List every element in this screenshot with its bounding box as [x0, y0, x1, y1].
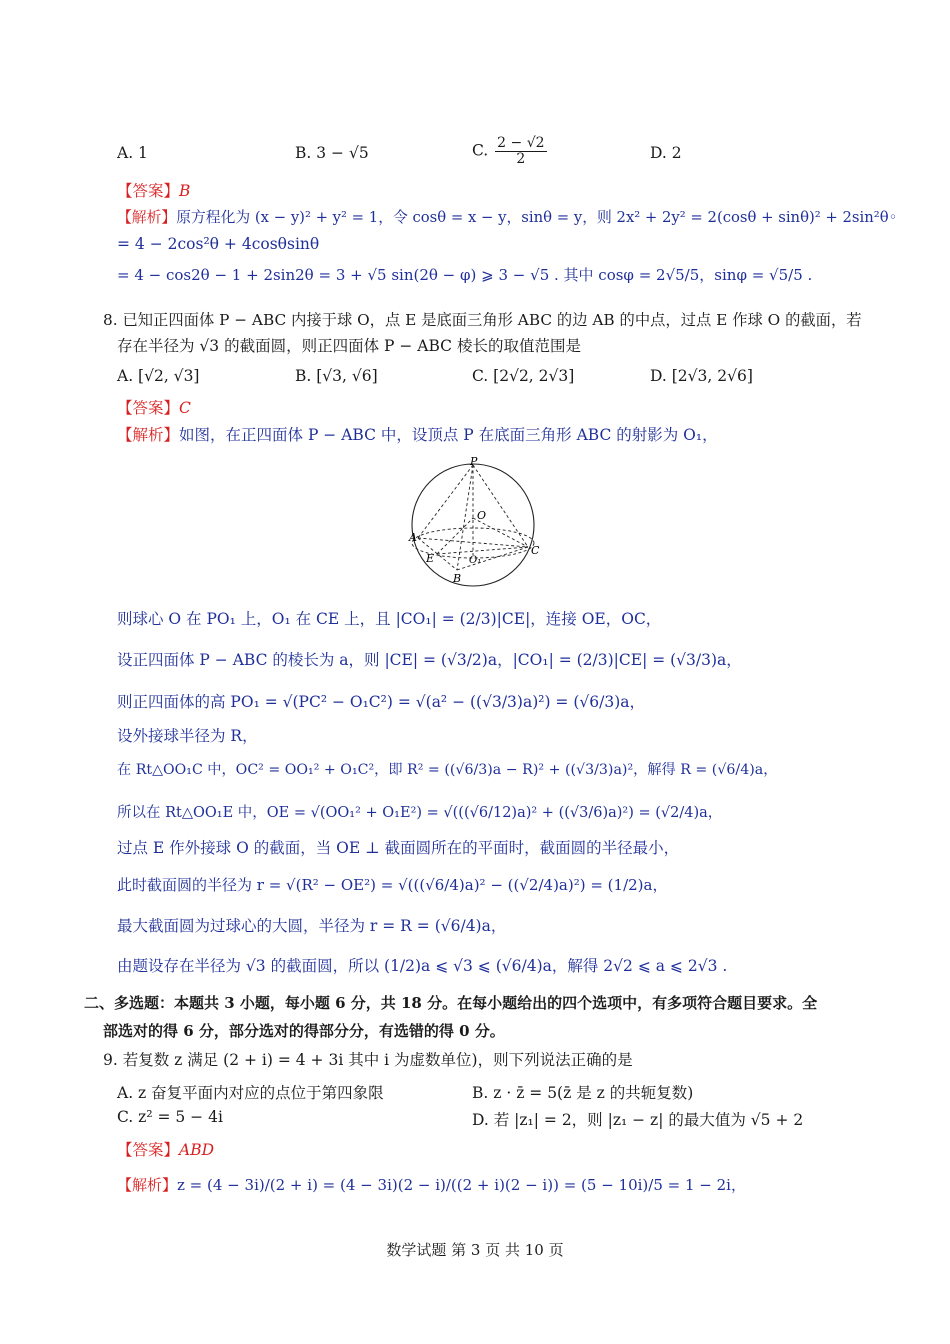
label-c: C — [531, 544, 540, 557]
q7-option-d: D. 2 — [650, 144, 682, 162]
q8-analysis-line-9: 此时截面圆的半径为 r = √(R² − OE²) = √(((√6/4)a)² − ((√2/4)a)²) = (1/2)a， — [117, 876, 668, 894]
q8-analysis-line-4: 则正四面体的高 PO₁ = √(PC² − O₁C²) = √(a² − ((√3/3)a)²) = (√6/3)a， — [117, 693, 645, 711]
q7-option-c-denominator: 2 — [516, 151, 526, 167]
label-a: A — [409, 531, 417, 544]
q9-option-b: B. z · z̄ = 5(z̄ 是 z 的共轭复数) — [472, 1084, 694, 1102]
q9-answer — [117, 1140, 214, 1160]
q8-analysis-line-10: 最大截面圆为过球心的大圆，半径为 r = R = (√6/4)a， — [117, 917, 507, 935]
q8-analysis-line-3: 设正四面体 P − ABC 的棱长为 a，则 |CE| = (√3/2)a，|CO₁| = (2/3)|CE| = (√3/3)a， — [117, 651, 742, 669]
segment-oe — [437, 518, 473, 554]
page-footer: 数学试题 第 3 页 共 10 页 — [386, 1241, 564, 1259]
q8-answer — [117, 398, 191, 418]
q8-analysis-line-5: 设外接球半径为 R， — [117, 727, 258, 745]
q9-answer-value: ABD — [179, 1141, 215, 1159]
edge-pc — [473, 465, 528, 547]
q9-analysis-line-1 — [117, 1175, 746, 1195]
q8-stem-line-1: 8. 已知正四面体 P − ABC 内接于球 O，点 E 是底面三角形 ABC 的边 AB 的中点，过点 E 作球 O 的截面，若 — [103, 311, 862, 329]
q7-answer-tag: 【答案】 — [117, 182, 180, 200]
q7-analysis-tag: 【解析】 — [117, 209, 177, 226]
label-b: B — [453, 572, 462, 585]
q7-option-b: B. 3 − √5 — [295, 144, 369, 162]
q8-option-c: C. [2√2, 2√3] — [472, 367, 575, 385]
label-o: O — [477, 509, 487, 522]
label-e: E — [426, 552, 435, 565]
q9-analysis-text: z = (4 − 3i)/(2 + i) = (4 − 3i)(2 − i)/((2 + i)(2 − i)) = (5 − 10i)/5 = 1 − 2i， — [177, 1176, 746, 1194]
segment-ec — [437, 547, 528, 554]
q8-analysis-line-6: 在 Rt△OO₁C 中，OC² = OO₁² + O₁C²，即 R² = ((√6/3)a − R)² + ((√3/3)a)²，解得 R = (√6/4)a， — [117, 762, 778, 778]
q7-option-c — [472, 136, 549, 167]
q9-answer-tag: 【答案】 — [117, 1141, 180, 1159]
q7-option-a: A. 1 — [117, 144, 148, 162]
q9-analysis-tag: 【解析】 — [117, 1176, 178, 1194]
edge-pa — [418, 465, 473, 538]
q9-option-c: C. z² = 5 − 4i — [117, 1108, 223, 1126]
q8-analysis-line-2: 则球心 O 在 PO₁ 上，O₁ 在 CE 上，且 |CO₁| = (2/3)|CE|，连接 OE，OC， — [117, 610, 662, 628]
section2-heading-line-1: 二、多选题：本题共 3 小题，每小题 6 分，共 18 分。在每小题给出的四个选项中，有多项符合题目要求。全 — [84, 994, 818, 1012]
q8-answer-tag: 【答案】 — [117, 399, 180, 417]
q8-analysis-line-7: 所以在 Rt△OO₁E 中，OE = √(OO₁² + O₁E²) = √(((√6/12)a)² + ((√3/6)a)²) = (√2/4)a， — [117, 805, 723, 821]
segment-oc — [473, 518, 528, 547]
q8-option-a: A. [√2, √3] — [117, 367, 200, 385]
q8-answer-value: C — [179, 399, 191, 417]
q9-option-d: D. 若 |z₁| = 2，则 |z₁ − z| 的最大值为 √5 + 2 — [472, 1111, 804, 1129]
q8-analysis-line-11: 由题设存在半径为 √3 的截面圆，所以 (1/2)a ⩽ √3 ⩽ (√6/4)a，解得 2√2 ⩽ a ⩽ 2√3 . — [117, 957, 728, 975]
q7-analysis-line-1 — [117, 208, 897, 228]
q7-option-c-numerator: 2 − √2 — [497, 135, 545, 151]
q7-answer — [117, 181, 190, 201]
q8-option-d: D. [2√3, 2√6] — [650, 367, 753, 385]
q7-analysis-line-2: = 4 − 2cos²θ + 4cosθsinθ — [117, 235, 320, 253]
q9-stem: 9. 若复数 z 满足 (2 + i) = 4 + 3i 其中 i 为虚数单位)，则下列说法正确的是 — [103, 1051, 633, 1069]
label-o1: O₁ — [469, 555, 482, 566]
q9-option-a: A. z 奋复平面内对应的点位于第四象限 — [117, 1084, 384, 1102]
section2-heading-line-2: 部选对的得 6 分，部分选对的得部分分，有选错的得 0 分。 — [103, 1022, 505, 1040]
tetrahedron-sphere-figure — [400, 455, 550, 595]
q8-analysis-line-1 — [117, 425, 718, 445]
q7-option-c-label: C. — [472, 141, 489, 160]
q8-stem-line-2: 存在半径为 √3 的截面圆，则正四面体 P − ABC 棱长的取值范围是 — [117, 337, 581, 355]
q7-analysis-line-3: = 4 − cos2θ − 1 + 2sin2θ = 3 + √5 sin(2θ − φ) ⩾ 3 − √5 . 其中 cosφ = 2√5/5，sinφ = √5/5 . — [117, 266, 813, 284]
q7-analysis-text-1: 原方程化为 (x − y)² + y² = 1，令 cosθ = x − y，sinθ = y，则 2x² + 2y² = 2(cosθ + sinθ)² + 2sin²θ◦ — [176, 209, 898, 226]
q8-analysis-text-1: 如图，在正四面体 P − ABC 中，设顶点 P 在底面三角形 ABC 的射影为 O₁， — [179, 426, 718, 444]
q8-option-b: B. [√3, √6] — [295, 367, 378, 385]
q8-analysis-line-8: 过点 E 作外接球 O 的截面，当 OE ⊥ 截面圆所在的平面时，截面圆的半径最小， — [117, 839, 680, 857]
q7-answer-value: B — [179, 182, 191, 200]
label-p: P — [470, 455, 478, 468]
q8-analysis-tag: 【解析】 — [117, 426, 180, 444]
